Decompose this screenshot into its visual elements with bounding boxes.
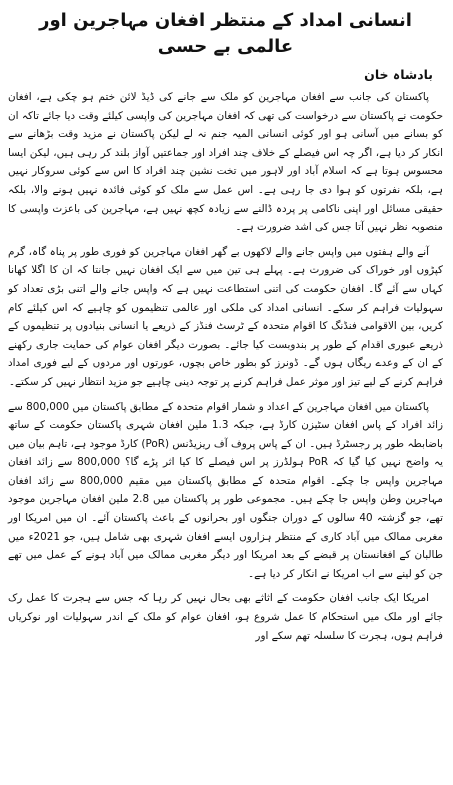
article-paragraph: پاکستان کی جانب سے افغان مہاجرین کو ملک سے جانے کی ڈیڈ لائن ختم ہو چکی ہے، افغان حکومت نے پاکستان سے درخواست کی تھی کہ افغان مہاجرین کی واپسی کیلئے وقت دیا جائے تاکہ ان کو بسانے میں آسانی ہو اور کوئی انسانی المیہ جنم نہ لے لیکن پاکستان نے مزید وقت بڑھانے سے انکار کر دیا ہے، اگر چہ اس فیصلے کے خلاف چند افراد اور جماعتیں آواز بلند کر رہی ہیں، لیکن ایسا محسوس ہوتا ہے کہ اسلام آباد اور لاہور میں تخت نشین چند افراد کا اس سے کوئی سروکار نہیں ہے، بلکہ نفرتوں کو ہوا دی جا رہی ہے۔ اس عمل سے ملک کو کوئی فائدہ نہیں ہونے والا، بلکہ حقیقی مسائل اور اپنی ناکامی پر پردہ ڈالنے سے زیادہ کچھ نہیں ہے، مہاجرین کی باعزت واپسی کا منصوبہ نظر نہیں آتا جس کی اشد ضرورت ہے۔ [8, 91, 443, 234]
article-title: انسانی امداد کے منتظر افغان مہاجرین اور عالمی بے حسی [39, 10, 412, 57]
article-paragraph: امریکا ایک جانب افغان حکومت کے اثاثے بھی بحال نہیں کر رہا کہ جس سے ہجرت کا عمل رک جائے اور ملک میں استحکام کا عمل شروع ہو، افغان عوام کو ملک کے اندر سہولیات اور نوکریاں فراہم ہوں، ہجرت کا سلسلہ تھم سکے اور [8, 592, 443, 642]
article-paragraph: پاکستان میں افغان مہاجرین کے اعداد و شمار اقوام متحدہ کے مطابق پاکستان میں 800,000 سے زائد افراد کے پاس افغان سٹیزن کارڈ ہے، جبکہ 1.3 ملین افغان شہری پاکستان حکومت کے ساتھ باضابطہ طور پر رجسٹرڈ ہیں۔ ان کے پاس پروف آف ریزیڈنس (PoR) کارڈ موجود ہے، تاہم بیان میں یہ واضح نہیں کیا گیا کہ PoR ہولڈرز پر اس فیصلے کا کیا اثر پڑے گا؟ 800,000 سے زائد افغان مہاجرین واپس جا چکے۔ اقوام متحدہ کے مطابق پاکستان میں مقیم 800,000 سے زائد افغان مہاجرین وطن واپس جا چکے ہیں۔ مجموعی طور پر پاکستان میں 2.8 ملین افغان مہاجرین موجود تھے، جو گزشتہ 40 سالوں کے دوران جنگوں اور بحرانوں کے باعث پاکستان آئے۔ ان میں امریکا اور مغربی ممالک میں آباد کاری کے منتظر ہزاروں ایسے افغان شہری بھی شامل ہیں، جو 2021ء میں طالبان کے افغانستان پر قبضے کے بعد امریکا اور دیگر مغربی ممالک میں آباد ہونے کے عمل میں تھے جن کو لینے سے اب امریکا نے انکار کر دیا ہے۔ [8, 400, 444, 580]
article-paragraph: آنے والے ہفتوں میں واپس جانے والے لاکھوں بے گھر افغان مہاجرین کو فوری طور پر پناہ گاہ، گرم کپڑوں اور خوراک کی ضرورت ہے۔ پہلے ہی تین میں سے ایک افغان نہیں جانتا کہ ان کا اگلا کھانا کہاں سے آئے گا۔ افغان حکومت کی اتنی استطاعت نہیں ہے کہ واپس جانے والے اتنی بڑی تعداد کو سہولیات فراہم کر سکے۔ انسانی امداد کی ملکی اور عالمی تنظیموں کو چاہیے کہ اس کیلئے کام کریں، بین الاقوامی فنڈنگ کا اقوام متحدہ کے ٹرسٹ فنڈز کے ذریعے یا انسانی بنیادوں پر تنظیموں کے ذریعے عبوری اقدام کے طور پر بندوبست کیا جائے۔ بصورت دیگر افغان عوام کی حمایت جاری رکھنے کے ان کے وعدے ریگاں ہوں گے۔ ڈونرز کو بطور خاص بچوں، عورتوں اور مردوں کے لیے فوری امداد فراہم کرنے کے لیے تیز اور موثر عمل فراہم کرنے پر توجہ دینی چاہیے جو مزید انتظار نہیں کر سکتے۔ [8, 245, 443, 388]
article-author: بادشاہ خان [364, 67, 433, 82]
